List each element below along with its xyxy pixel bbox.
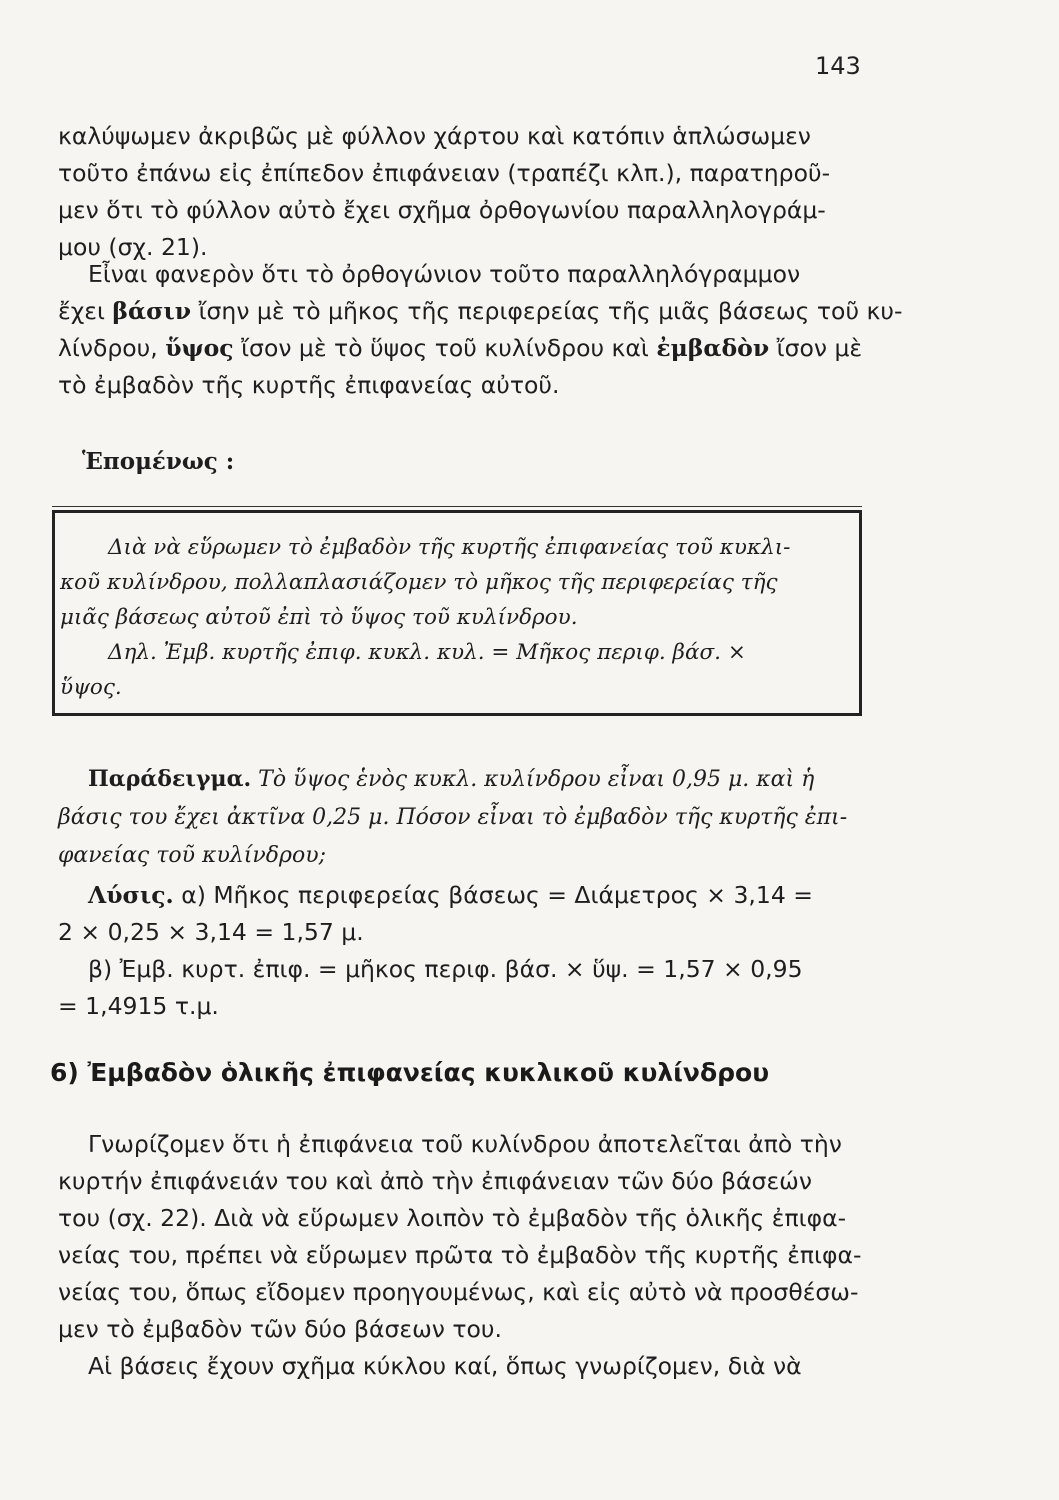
text-fragment: Τὸ ὕψος ἑνὸς κυκλ. κυλίνδρου εἶναι 0,95 μ. καὶ ἡ [251, 767, 815, 792]
solution-label: Λύσις. [88, 881, 174, 909]
text-fragment: α) Μῆκος περιφερείας βάσεως = Διάμετρος × 3,14 = [173, 881, 813, 909]
text-line: Αἱ βάσεις ἔχουν σχῆμα κύκλου καί, ὅπως γνωρίζομεν, διὰ νὰ [88, 1352, 802, 1380]
bold-term-base: βάσιν [112, 297, 192, 325]
text-fragment: ἴσον μὲ τὸ ὕψος τοῦ κυλίνδρου καὶ [233, 334, 657, 362]
rule-formula-line: Δηλ. Ἐμβ. κυρτῆς ἐπιφ. κυκλ. κυλ. = Μῆκος περιφ. βάσ. × [108, 640, 746, 665]
text-line: τὸ ἐμβαδὸν τῆς κυρτῆς ἐπιφανείας αὐτοῦ. [58, 371, 560, 399]
text-line: νείας του, ὅπως εἴδομεν προηγουμένως, καὶ εἰς αὐτὸ νὰ προσθέσω- [58, 1278, 859, 1306]
example-label: Παράδειγμα. [88, 766, 252, 792]
text-line [58, 330, 868, 367]
text-line [58, 760, 868, 799]
solution-paragraph [58, 877, 868, 1025]
text-line: νείας του, πρέπει νὰ εὕρωμεν πρῶτα τὸ ἐμβαδὸν τῆς κυρτῆς ἐπιφα- [58, 1241, 862, 1269]
text-line: = 1,4915 τ.μ. [58, 992, 219, 1020]
text-line: Εἶναι φανερὸν ὅτι τὸ ὀρθογώνιον τοῦτο παραλληλόγραμμον [88, 260, 801, 288]
paragraph-total-surface [58, 1126, 868, 1385]
rule-line: ὕψος. [60, 675, 122, 700]
text-line: μεν ὅτι τὸ φύλλον αὐτὸ ἔχει σχῆμα ὀρθογωνίου παραλληλογράμ- [58, 196, 826, 224]
text-line: Γνωρίζομεν ὅτι ἡ ἐπιφάνεια τοῦ κυλίνδρου ἀποτελεῖται ἀπὸ τὴν [88, 1130, 842, 1158]
text-line: βάσις του ἔχει ἀκτῖνα 0,25 μ. Πόσον εἶναι τὸ ἐμβαδὸν τῆς κυρτῆς ἐπι- [58, 805, 848, 830]
bold-term-area: ἐμβαδὸν [656, 334, 770, 362]
rule-statement [60, 530, 850, 705]
text-line: καλύψωμεν ἀκριβῶς μὲ φύλλον χάρτου καὶ κατόπιν ἁπλώσωμεν [58, 122, 811, 150]
consequently-label: Ἑπομένως : [82, 448, 235, 475]
text-line: κυρτήν ἐπιφάνειάν του καὶ ἀπὸ τὴν ἐπιφάνειαν τῶν δύο βάσεών [58, 1167, 812, 1195]
text-line: 2 × 0,25 × 3,14 = 1,57 μ. [58, 918, 364, 946]
page-number: 143 [815, 52, 861, 80]
rule-line: Διὰ νὰ εὕρωμεν τὸ ἐμβαδὸν τῆς κυρτῆς ἐπιφανείας τοῦ κυκλι- [108, 535, 791, 560]
text-line [58, 293, 903, 330]
text-fragment: ἴσην μὲ τὸ μῆκος τῆς περιφερείας τῆς μιᾶς βάσεως τοῦ κυ- [191, 297, 903, 325]
text-line: φανείας τοῦ κυλίνδρου; [58, 843, 326, 868]
text-fragment: λίνδρου, [58, 334, 166, 362]
bold-term-height: ὕψος [165, 334, 234, 362]
text-line [58, 877, 868, 914]
text-line: μεν τὸ ἐμβαδὸν τῶν δύο βάσεων του. [58, 1315, 502, 1343]
paragraph-rectangle-properties [58, 256, 903, 404]
text-fragment: ἔχει [58, 297, 113, 325]
rule-line: κοῦ κυλίνδρου, πολλαπλασιάζομεν τὸ μῆκος τῆς περιφερείας τῆς [60, 570, 778, 595]
rule-divider [52, 506, 862, 507]
example-paragraph [58, 760, 868, 875]
text-line: μου (σχ. 21). [58, 233, 208, 261]
text-line: του (σχ. 22). Διὰ νὰ εὕρωμεν λοιπὸν τὸ ἐμβαδὸν τῆς ὁλικῆς ἐπιφα- [58, 1204, 847, 1232]
text-line: β) Ἐμβ. κυρτ. ἐπιφ. = μῆκος περιφ. βάσ. × ὕψ. = 1,57 × 0,95 [88, 955, 803, 983]
section-heading: 6) Ἐμβαδὸν ὁλικῆς ἐπιφανείας κυκλικοῦ κυλίνδρου [50, 1058, 770, 1087]
text-fragment: ἴσον μὲ [769, 334, 863, 362]
paragraph-cylinder-unrolled [58, 118, 868, 266]
text-line: τοῦτο ἐπάνω εἰς ἐπίπεδον ἐπιφάνειαν (τραπέζι κλπ.), παρατηροῦ- [58, 159, 831, 187]
rule-line: μιᾶς βάσεως αὐτοῦ ἐπὶ τὸ ὕψος τοῦ κυλίνδρου. [60, 605, 578, 630]
